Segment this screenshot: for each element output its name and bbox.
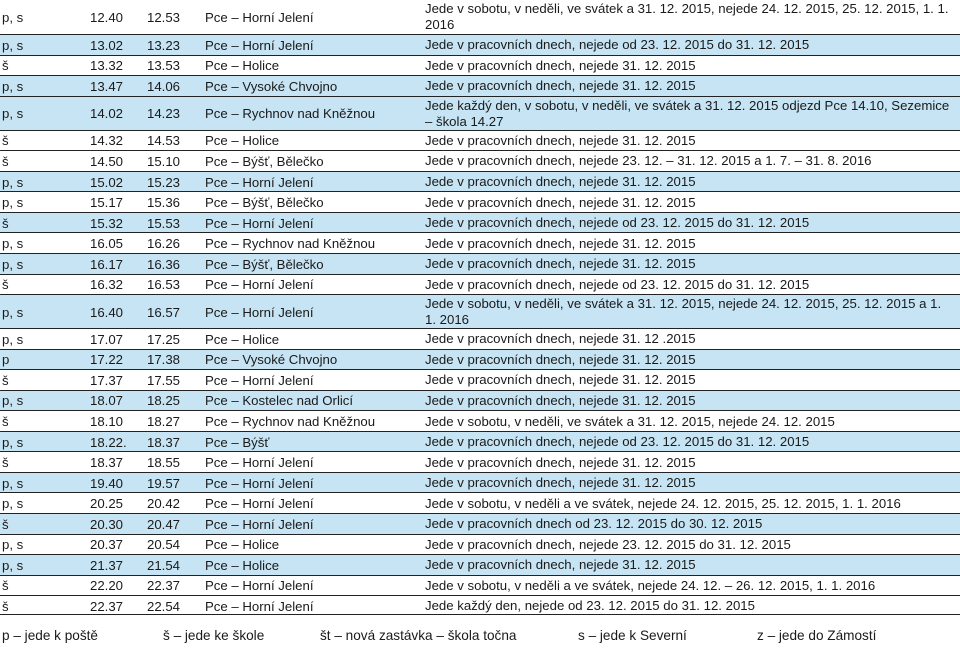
arrival-time: 16.53 [147, 277, 181, 293]
table-row [0, 150, 960, 172]
departure-time: 17.07 [90, 331, 124, 347]
row-type: p, s [2, 434, 24, 450]
departure-time: 15.32 [90, 215, 124, 231]
route: Pce – Rychnov nad Kněžnou [205, 106, 376, 122]
legend-item-z: z – jede do Zámostí [757, 628, 877, 643]
row-note: Jede v pracovních dnech, nejede od 23. 12. 2015 do 31. 12. 2015 [425, 276, 810, 292]
row-type: š [2, 277, 9, 293]
departure-time: 19.40 [90, 475, 124, 491]
route: Pce – Kostelec nad Orlicí [205, 393, 354, 409]
row-type: p [2, 352, 10, 368]
route: Pce – Býšť, Bělečko [205, 195, 324, 211]
arrival-time: 16.57 [147, 304, 181, 320]
departure-time: 17.22 [90, 352, 124, 368]
arrival-time: 16.26 [147, 236, 181, 252]
row-type: š [2, 372, 9, 388]
table-row [0, 55, 960, 77]
route: Pce – Rychnov nad Kněžnou [205, 414, 376, 430]
arrival-time: 18.37 [147, 434, 181, 450]
route: Pce – Horní Jelení [205, 37, 314, 53]
arrival-time: 14.06 [147, 78, 181, 94]
row-note: Jede v pracovních dnech, nejede 31. 12. 2015 [425, 194, 696, 210]
arrival-time: 15.23 [147, 174, 181, 190]
departure-time: 13.02 [90, 37, 124, 53]
departure-time: 18.10 [90, 414, 124, 430]
row-note: Jede v pracovních dnech, nejede 31. 12. 2015 [425, 174, 696, 190]
route: Pce – Holice [205, 331, 280, 347]
row-note: Jede v sobotu, v neděli, ve svátek a 31. 12. 2015, nejede 24. 12. 2015, 25. 12. 2015 a 1. 1. 2016 [425, 296, 942, 328]
route: Pce – Horní Jelení [205, 215, 314, 231]
row-note: Jede v sobotu, v neděli a ve svátek, nejede 24. 12. 2015, 25. 12. 2015, 1. 1. 2016 [425, 495, 901, 511]
row-note: Jede v pracovních dnech, nejede od 23. 12. 2015 do 31. 12. 2015 [425, 434, 810, 450]
route: Pce – Horní Jelení [205, 578, 314, 594]
table-row [0, 191, 960, 213]
row-note: Jede v pracovních dnech, nejede 31. 12. 2015 [425, 256, 696, 272]
departure-time: 18.37 [90, 455, 124, 471]
arrival-time: 22.37 [147, 578, 181, 594]
arrival-time: 15.36 [147, 195, 181, 211]
row-type: š [2, 153, 9, 169]
row-type: p, s [2, 537, 24, 553]
route: Pce – Holice [205, 58, 280, 74]
row-type: p, s [2, 256, 24, 272]
arrival-time: 14.53 [147, 133, 181, 149]
row-note: Jede v pracovních dnech, nejede 31. 12. 2015 [425, 475, 696, 491]
arrival-time: 15.10 [147, 153, 181, 169]
arrival-time: 22.54 [147, 598, 181, 614]
row-note: Jede v pracovních dnech, nejede 31. 12. 2015 [425, 351, 696, 367]
row-note: Jede v pracovních dnech, nejede 31. 12. 2015 [425, 454, 696, 470]
row-note: Jede v pracovních dnech, nejede 31. 12. 2015 [425, 57, 696, 73]
arrival-time: 14.23 [147, 106, 181, 122]
table-row [0, 232, 960, 254]
row-note: Jede v pracovních dnech, nejede 31. 12. 2015 [425, 78, 696, 94]
departure-time: 13.32 [90, 58, 124, 74]
row-note: Jede v pracovních dnech, nejede 23. 12. – 31. 12. 2015 a 1. 7. – 31. 8. 2016 [425, 153, 872, 169]
arrival-time: 20.42 [147, 496, 181, 512]
departure-time: 18.07 [90, 393, 124, 409]
route: Pce – Holice [205, 537, 280, 553]
row-type: p, s [2, 304, 24, 320]
row-type: š [2, 133, 9, 149]
table-bottom-rule [0, 614, 960, 615]
route: Pce – Horní Jelení [205, 496, 314, 512]
table-row [0, 328, 960, 350]
departure-time: 21.37 [90, 557, 124, 573]
departure-time: 18.22. [90, 434, 127, 450]
table-row [0, 253, 960, 275]
row-type: p, s [2, 393, 24, 409]
departure-time: 20.25 [90, 496, 124, 512]
departure-time: 14.32 [90, 133, 124, 149]
legend-item-s-severni: s – jede k Severní [578, 628, 687, 643]
row-note: Jede v pracovních dnech, nejede 23. 12. 2015 do 31. 12. 2015 [425, 536, 791, 552]
row-type: p, s [2, 195, 24, 211]
table-row [0, 34, 960, 56]
table-row [0, 431, 960, 453]
route: Pce – Vysoké Chvojno [205, 352, 338, 368]
departure-time: 20.37 [90, 537, 124, 553]
row-type: p, s [2, 174, 24, 190]
arrival-time: 18.25 [147, 393, 181, 409]
row-type: p, s [2, 78, 24, 94]
arrival-time: 21.54 [147, 557, 181, 573]
row-note: Jede v pracovních dnech, nejede od 23. 12. 2015 do 31. 12. 2015 [425, 37, 810, 53]
row-type: p, s [2, 557, 24, 573]
route: Pce – Horní Jelení [205, 372, 314, 388]
departure-time: 16.32 [90, 277, 124, 293]
arrival-time: 12.53 [147, 9, 181, 25]
departure-time: 14.02 [90, 106, 124, 122]
arrival-time: 17.25 [147, 331, 181, 347]
table-row [0, 472, 960, 494]
route: Pce – Horní Jelení [205, 9, 314, 25]
departure-time: 16.05 [90, 236, 124, 252]
departure-time: 17.37 [90, 372, 124, 388]
table-row [0, 212, 960, 234]
table-row [0, 451, 960, 473]
row-type: p, s [2, 496, 24, 512]
row-type: š [2, 58, 9, 74]
row-type: š [2, 578, 9, 594]
departure-time: 14.50 [90, 153, 124, 169]
departure-time: 12.40 [90, 9, 124, 25]
row-note: Jede v pracovních dnech, nejede 31. 12. 2015 [425, 235, 696, 251]
arrival-time: 18.55 [147, 455, 181, 471]
arrival-time: 17.38 [147, 352, 181, 368]
departure-time: 22.20 [90, 578, 124, 594]
arrival-time: 17.55 [147, 372, 181, 388]
row-note: Jede v pracovních dnech, nejede 31. 12. 2015 [425, 557, 696, 573]
route: Pce – Horní Jelení [205, 598, 314, 614]
row-type: p, s [2, 106, 24, 122]
row-type: p, s [2, 236, 24, 252]
table-row [0, 513, 960, 535]
table-row [0, 410, 960, 432]
route: Pce – Býšť, Bělečko [205, 153, 324, 169]
row-type: š [2, 598, 9, 614]
arrival-time: 16.36 [147, 256, 181, 272]
route: Pce – Holice [205, 557, 280, 573]
legend-item-st: št – nová zastávka – škola točna [320, 628, 517, 643]
row-type: š [2, 455, 9, 471]
legend [0, 628, 960, 648]
route: Pce – Rychnov nad Kněžnou [205, 236, 376, 252]
legend-item-s-school: š – jede ke škole [163, 628, 265, 643]
departure-time: 16.40 [90, 304, 124, 320]
route: Pce – Vysoké Chvojno [205, 78, 338, 94]
table-row [0, 575, 960, 597]
arrival-time: 18.27 [147, 414, 181, 430]
row-note: Jede v pracovních dnech, nejede 31. 12. 2015 [425, 372, 696, 388]
row-type: š [2, 414, 9, 430]
table-row [0, 171, 960, 193]
table-row [0, 130, 960, 152]
row-note: Jede v pracovních dnech, nejede 31. 12. 2015 [425, 392, 696, 408]
row-note: Jede v sobotu, v neděli, ve svátek a 31. 12. 2015, nejede 24. 12. 2015 [425, 413, 835, 429]
arrival-time: 20.54 [147, 537, 181, 553]
row-note: Jede každý den, nejede od 23. 12. 2015 do 31. 12. 2015 [425, 598, 755, 614]
table-row [0, 294, 960, 329]
row-note: Jede v sobotu, v neděli, ve svátek a 31. 12. 2015, nejede 24. 12. 2015, 25. 12. 2015, 1. 1. 2016 [425, 1, 949, 32]
arrival-time: 15.53 [147, 215, 181, 231]
arrival-time: 13.23 [147, 37, 181, 53]
route: Pce – Horní Jelení [205, 304, 314, 320]
arrival-time: 13.53 [147, 58, 181, 74]
table-row [0, 390, 960, 412]
table-row [0, 349, 960, 371]
table-row [0, 492, 960, 514]
row-note: Jede v sobotu, v neděli a ve svátek, nejede 24. 12. – 26. 12. 2015, 1. 1. 2016 [425, 577, 876, 593]
legend-item-p: p – jede k poště [2, 628, 98, 643]
route: Pce – Býšť [205, 434, 270, 450]
departure-time: 15.17 [90, 195, 124, 211]
table-row [0, 274, 960, 296]
row-note: Jede každý den, v sobotu, v neděli, ve svátek a 31. 12. 2015 odjezd Pce 14.10, Sezemice – škola 14.27 [425, 97, 950, 129]
route: Pce – Holice [205, 133, 280, 149]
table-row [0, 369, 960, 391]
table-row [0, 96, 960, 131]
route: Pce – Horní Jelení [205, 174, 314, 190]
arrival-time: 20.47 [147, 516, 181, 532]
table-row [0, 0, 960, 34]
route: Pce – Horní Jelení [205, 475, 314, 491]
row-type: p, s [2, 37, 24, 53]
departure-time: 15.02 [90, 174, 124, 190]
departure-time: 13.47 [90, 78, 124, 94]
route: Pce – Horní Jelení [205, 277, 314, 293]
row-type: š [2, 215, 9, 231]
departure-time: 16.17 [90, 256, 124, 272]
departure-time: 20.30 [90, 516, 124, 532]
table-row [0, 554, 960, 576]
row-note: Jede v pracovních dnech, nejede od 23. 12. 2015 do 31. 12. 2015 [425, 215, 810, 231]
row-note: Jede v pracovních dnech, nejede 31. 12 .2015 [425, 331, 696, 347]
row-type: š [2, 516, 9, 532]
row-type: p, s [2, 331, 24, 347]
route: Pce – Horní Jelení [205, 455, 314, 471]
arrival-time: 19.57 [147, 475, 181, 491]
row-type: p, s [2, 9, 24, 25]
route: Pce – Horní Jelení [205, 516, 314, 532]
row-type: p, s [2, 475, 24, 491]
row-note: Jede v pracovních dnech od 23. 12. 2015 do 30. 12. 2015 [425, 516, 763, 532]
table-row [0, 75, 960, 97]
route: Pce – Býšť, Bělečko [205, 256, 324, 272]
table-row [0, 534, 960, 556]
departure-time: 22.37 [90, 598, 124, 614]
row-note: Jede v pracovních dnech, nejede 31. 12. 2015 [425, 132, 696, 148]
